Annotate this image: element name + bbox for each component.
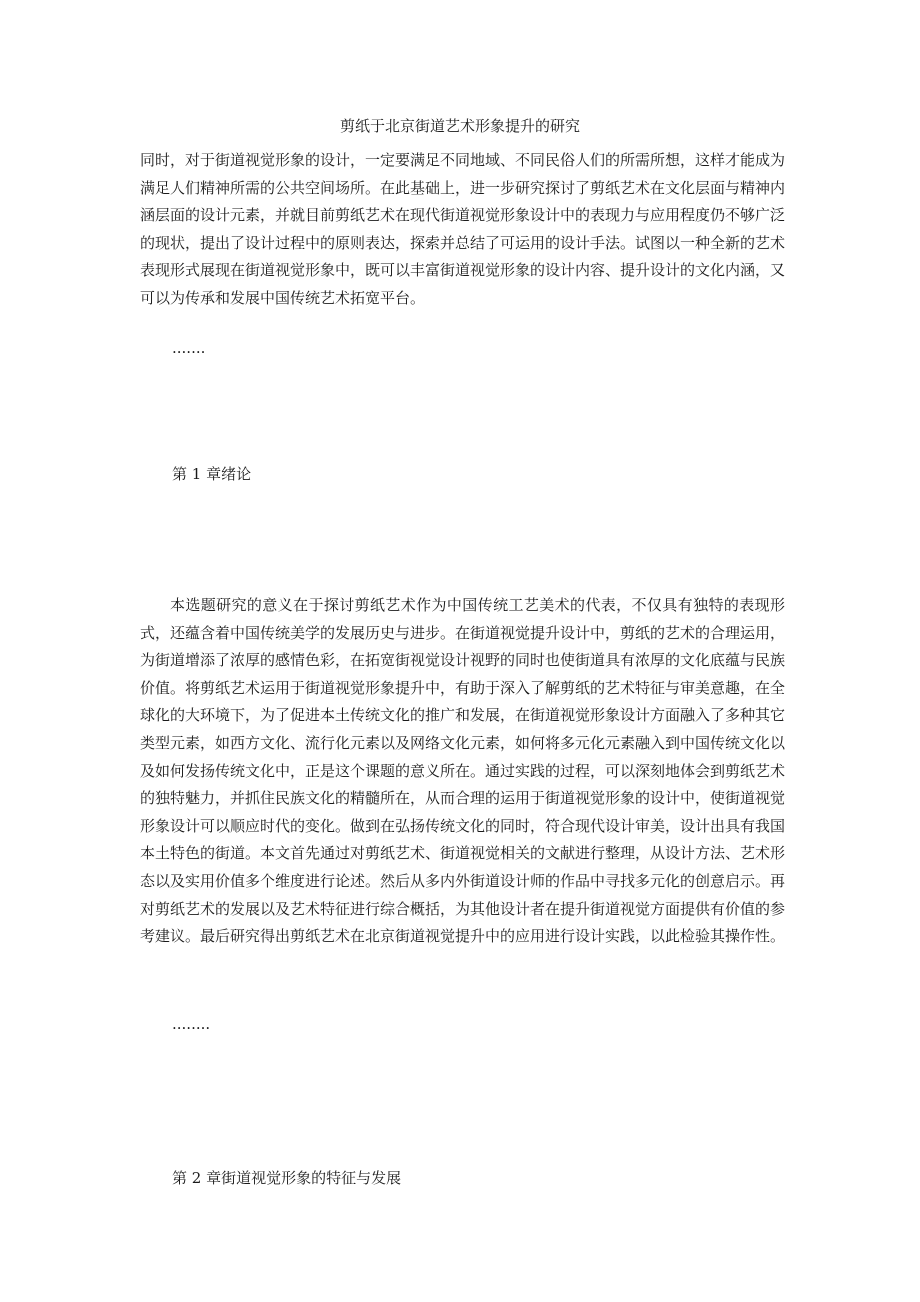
chapter-1-heading: 第 1 章绪论 bbox=[172, 465, 252, 483]
intro-paragraph: 同时，对于街道视觉形象的设计，一定要满足不同地域、不同民俗人们的所需所想，这样才能成为满足人们精神所需的公共空间场所。在此基础上，进一步研究探讨了剪纸艺术在文化层面与精神内涵层面的设计元素，并就目前剪纸艺术在现代街道视觉形象设计中的表现力与应用程度仍不够广泛的现状，提出了设计过程中的原则表达，探索并总结了可运用的设计手法。试图以一种全新的艺术表现形式展现在街道视觉形象中，既可以丰富街道视觉形象的设计内容、提升设计的文化内涵，又可以为传承和发展中国传统艺术拓宽平台。 bbox=[140, 151, 786, 307]
omission-ellipsis: ....... bbox=[172, 339, 206, 357]
omission-ellipsis: ........ bbox=[172, 1015, 211, 1033]
document-title: 剪纸于北京街道艺术形象提升的研究 bbox=[339, 117, 580, 135]
chapter-2-heading: 第 2 章街道视觉形象的特征与发展 bbox=[172, 1169, 402, 1187]
significance-paragraph: 本选题研究的意义在于探讨剪纸艺术作为中国传统工艺美术的代表，不仅具有独特的表现形式，还蕴含着中国传统美学的发展历史与进步。在街道视觉提升设计中，剪纸的艺术的合理运用，为街道增添了浓厚的感情色彩，在拓宽街视觉设计视野的同时也使街道具有浓厚的文化底蕴与民族价值。将剪纸艺术运用于街道视觉形象提升中，有助于深入了解剪纸的艺术特征与审美意趣，在全球化的大环境下，为了促进本土传统文化的推广和发展，在街道视觉形象设计方面融入了多种其它类型元素，如西方文化、流行化元素以及网络文化元素，如何将多元化元素融入到中国传统文化以及如何发扬传统文化中，正是这个课题的意义所在。通过实践的过程，可以深刻地体会到剪纸艺术的独特魅力，并抓住民族文化的精髓所在，从而合理的运用于街道视觉形象的设计中，使街道视觉形象设计可以顺应时代的变化。做到在弘扬传统文化的同时，符合现代设计审美，设计出具有我国本土特色的街道。本文首先通过对剪纸艺术、街道视觉相关的文献进行整理，从设计方法、艺术形态以及实用价值多个维度进行论述。然后从多内外街道设计师的作品中寻找多元化的创意启示。再对剪纸艺术的发展以及艺术特征进行综合概括，为其他设计者在提升街道视觉方面提供有价值的参考建议。最后研究得出剪纸艺术在北京街道视觉提升中的应用进行设计实践，以此检验其操作性。 bbox=[140, 596, 786, 946]
